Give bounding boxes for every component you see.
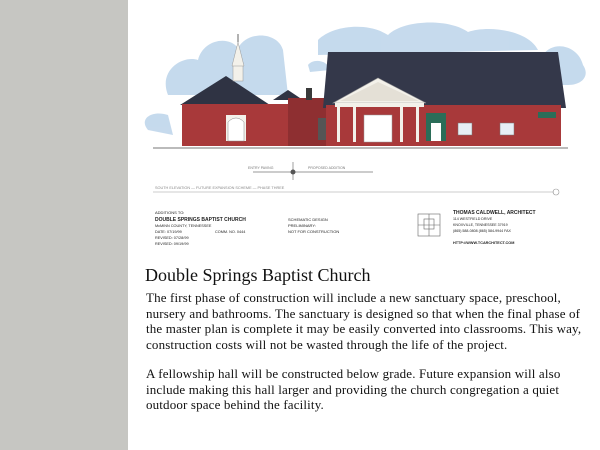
svg-text:SCHEMATIC DESIGN: SCHEMATIC DESIGN [288,217,328,222]
left-side-band [0,0,128,450]
page-title: Double Springs Baptist Church [145,265,371,285]
svg-text:THOMAS CALDWELL, ARCHITECT: THOMAS CALDWELL, ARCHITECT [453,210,536,216]
svg-text:(865) 588-0808 (865) 584-9944: (865) 588-0808 (865) 584-9944 FAX [453,229,511,233]
architect-logo [418,214,440,236]
svg-text:DOUBLE SPRINGS BAPTIST CHURCH: DOUBLE SPRINGS BAPTIST CHURCH [155,217,246,223]
svg-text:REVISED: 09/19/99: REVISED: 09/19/99 [155,242,189,246]
svg-text:DATE: 07/19/99: DATE: 07/19/99 [155,230,182,234]
svg-text:KNOXVILLE, TENNESSEE 37919: KNOXVILLE, TENNESSEE 37919 [453,223,508,227]
description-paragraph: The first phase of construction will include a new sanctuary space, preschool, nursery and bathrooms. The sanctuary is designed so that when the final phase of the master plan is complete it may be easily converted into classrooms. This way, construction costs will not be wasted through the life of the project. [146,290,582,352]
svg-text:114 WESTFIELD DRIVE: 114 WESTFIELD DRIVE [453,217,493,221]
svg-text:NOT FOR CONSTRUCTION: NOT FOR CONSTRUCTION [288,229,340,234]
svg-text:SOUTH ELEVATION — FUTURE EXPAN: SOUTH ELEVATION — FUTURE EXPANSION SCHEME — PHASE THREE [155,186,285,190]
svg-text:PRELIMINARY:: PRELIMINARY: [288,223,316,228]
svg-text:HTTP://WWW.TCARCHITECT.COM: HTTP://WWW.TCARCHITECT.COM [453,241,515,245]
proposed-sanctuary [323,52,566,146]
description [146,290,596,427]
description-paragraph: A fellowship hall will be constructed below grade. Future expansion will also include making this hall larger and providing the church congregation a quiet outdoor space behind the facility. [146,366,561,412]
svg-text:PROPOSED ADDITION: PROPOSED ADDITION [308,166,346,170]
svg-text:REVISED: 07/28/99: REVISED: 07/28/99 [155,236,189,240]
svg-text:McMINN COUNTY, TENNESSEE: McMINN COUNTY, TENNESSEE [155,224,212,228]
svg-text:ENTRY PAVING: ENTRY PAVING [248,166,274,170]
svg-text:COMM. NO. 0444: COMM. NO. 0444 [215,230,246,234]
svg-text:ADDITIONS TO:: ADDITIONS TO: [155,210,185,215]
architectural-elevation-drawing [128,0,600,262]
title-block [155,210,536,246]
